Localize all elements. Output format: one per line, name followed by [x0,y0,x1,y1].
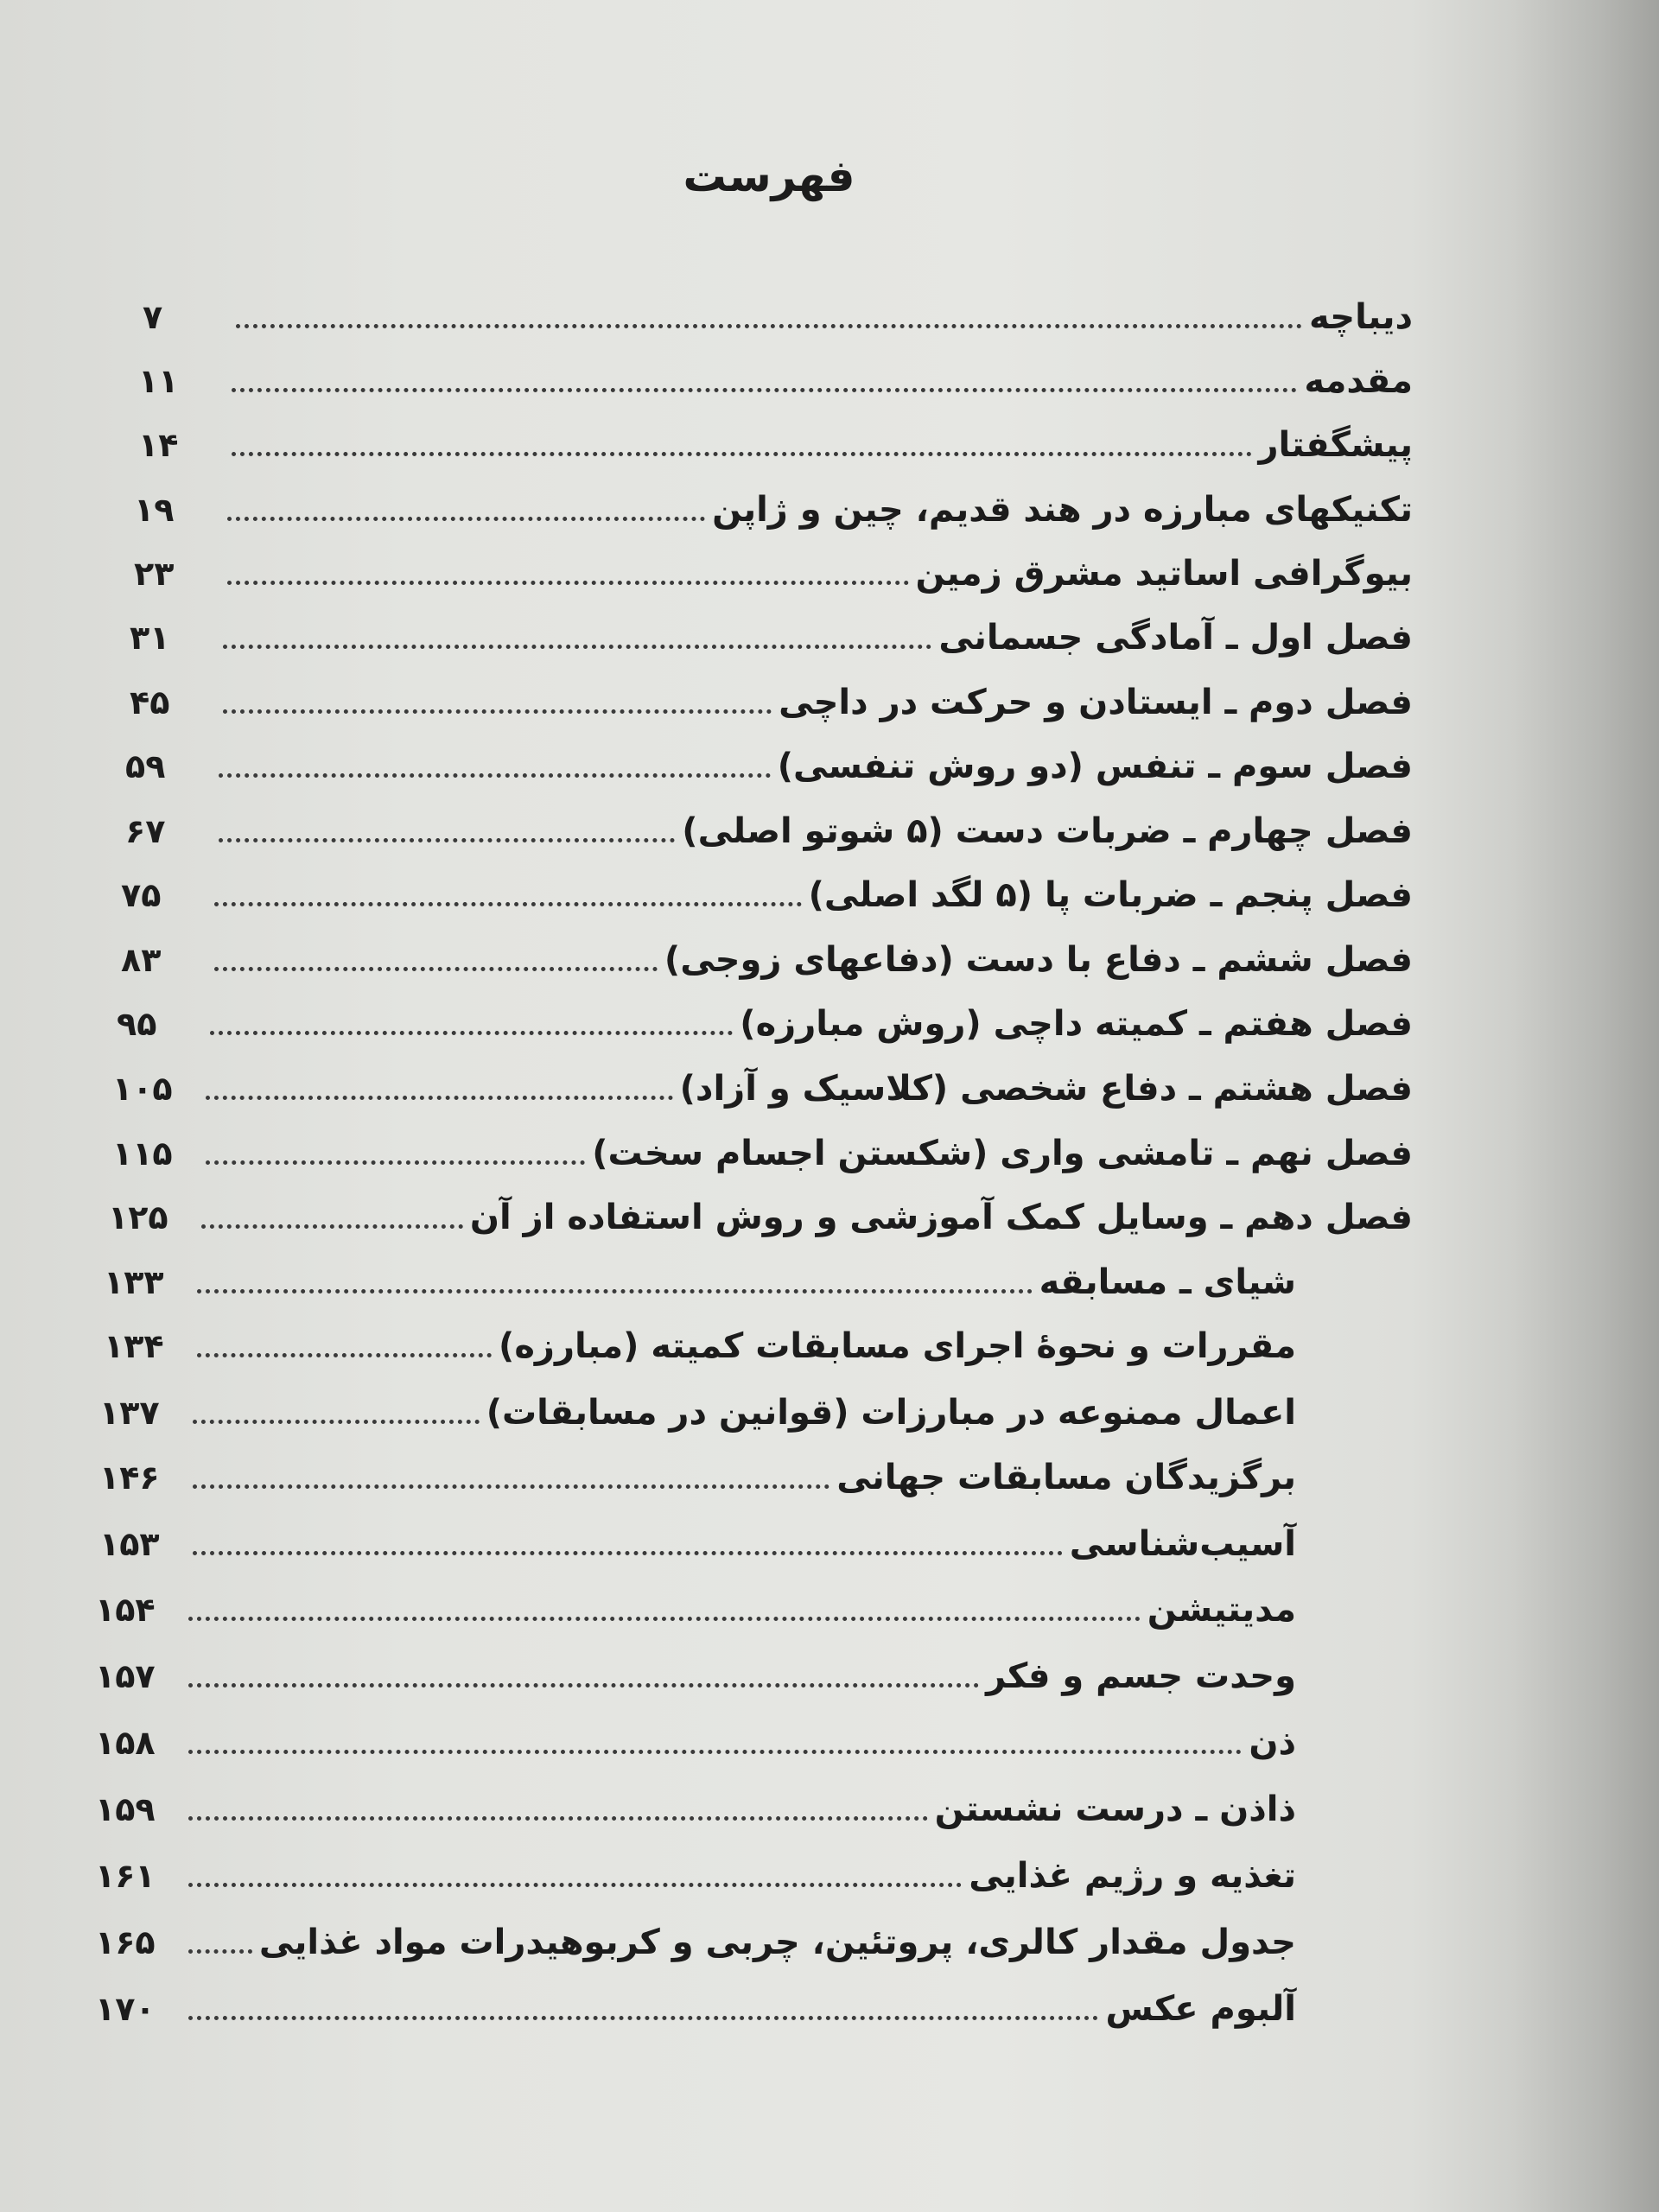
toc-entry [99,1374,1296,1436]
toc-entry-label: اعمال ممنوعه در مبارزات (قوانین در مسابقات) [486,1393,1296,1433]
toc-entry [130,664,1413,726]
toc-entry-page: ۱۳۴ [104,1327,164,1365]
toc-entry-page: ۱۳۷ [99,1394,160,1432]
toc-entry [95,1571,1296,1633]
toc-entry [112,1115,1413,1177]
toc-entry [121,856,1413,918]
toc-leader-dots [219,838,675,842]
toc-entry-label: فصل چهارم ـ ضربات دست (۵ شوتو اصلی) [682,811,1413,851]
toc-leader-dots [206,1160,585,1165]
toc-entry-page: ۱۵۳ [99,1525,160,1563]
toc-entry-page: ۶۷ [125,812,166,850]
toc-leader-dots [188,1816,928,1821]
toc-entry-page: ۱۹ [134,491,175,529]
toc-entry-page: ۳۱ [130,619,170,657]
toc-entry [138,406,1413,468]
toc-entry-label: مقدمه [1304,361,1413,401]
toc-entry-label: مدیتیشن [1147,1590,1296,1630]
toc-entry-label: پیشگفتار [1258,425,1413,465]
toc-entry-label: شیای ـ مسابقه [1039,1262,1296,1302]
toc-entry-page: ۱۳۳ [104,1263,164,1301]
toc-leader-dots [188,1617,1141,1621]
toc-entry [95,1637,1296,1700]
toc-leader-dots [193,1551,1063,1555]
toc-entry-label: وحدت جسم و فکر [986,1656,1296,1696]
toc-entry-page: ۲۳ [134,555,175,593]
toc-entry-page: ۸۳ [121,941,162,979]
toc-entry [104,1243,1296,1306]
toc-entry [138,342,1413,404]
toc-entry-page: ۱۵۹ [95,1790,156,1828]
toc-entry [134,535,1413,597]
toc-entry [95,1704,1296,1766]
toc-entry-page: ۱۴۶ [99,1459,160,1497]
toc-leader-dots [214,902,802,906]
toc-leader-dots [227,581,909,585]
toc-leader-dots [232,388,1297,392]
toc-leader-dots [193,1420,480,1424]
toc-leader-dots [188,2016,1098,2020]
toc-entry-page: ۱۴ [138,426,179,464]
toc-entry-label: برگزیدگان مسابقات جهانی [836,1458,1296,1497]
page-title: فهرست [683,151,855,201]
toc-entry [99,1439,1296,1501]
toc-entry-label: دیباچه [1309,297,1413,337]
toc-entry-label: فصل هشتم ـ دفاع شخصی (کلاسیک و آزاد) [679,1069,1413,1109]
toc-entry-page: ۱۵۷ [95,1657,156,1695]
toc-entry-label: فصل هفتم ـ کمیته داچی (روش مبارزه) [740,1004,1413,1044]
toc-entry-page: ۷۵ [121,876,162,914]
toc-entry-label: آلبوم عکس [1105,1989,1296,2029]
toc-leader-dots [188,1750,1242,1754]
toc-entry-label: فصل دوم ـ ایستادن و حرکت در داچی [779,683,1413,722]
toc-entry [117,985,1413,1047]
toc-entry-page: ۱۷۰ [95,1990,156,2028]
toc-leader-dots [227,517,705,521]
toc-entry [108,1179,1413,1241]
toc-entry-page: ۱۶۱ [95,1857,156,1895]
toc-entry-label: فصل نهم ـ تامشی واری (شکستن اجسام سخت) [592,1134,1413,1173]
toc-entry-page: ۱۰۵ [112,1070,173,1108]
toc-leader-dots [197,1353,492,1357]
toc-entry [95,1904,1296,1966]
toc-entry-label: فصل اول ـ آمادگی جسمانی [938,618,1413,658]
toc-entry-label: ذاذن ـ درست نشستن [934,1789,1296,1829]
toc-entry [99,1505,1296,1567]
toc-leader-dots [201,1224,463,1229]
toc-entry-label: فصل پنجم ـ ضربات پا (۵ لگد اصلی) [808,875,1413,915]
toc-leader-dots [214,967,658,971]
toc-entry-page: ۷ [143,298,163,336]
toc-entry-page: ۱۲۵ [108,1198,168,1236]
toc-leader-dots [236,324,1302,328]
toc-entry [125,728,1413,790]
toc-leader-dots [206,1096,673,1100]
toc-entry-page: ۱۱۵ [112,1135,173,1173]
toc-entry-page: ۴۵ [130,683,170,721]
toc-leader-dots [188,1949,252,1954]
toc-entry-label: آسیب‌شناسی [1069,1524,1296,1564]
toc-leader-dots [188,1683,979,1688]
toc-entry-label: بیوگرافی اساتید مشرق زمین [915,554,1413,594]
toc-leader-dots [193,1484,830,1489]
toc-entry-page: ۵۹ [125,747,166,785]
toc-entry-page: ۱۶۵ [95,1923,156,1961]
toc-entry-page: ۱۵۴ [95,1591,156,1629]
toc-entry-page: ۱۵۸ [95,1724,156,1762]
toc-leader-dots [219,773,771,778]
toc-entry [95,1837,1296,1899]
toc-entry-label: تکنیکهای مبارزه در هند قدیم، چین و ژاپن [712,490,1413,530]
toc-entry [125,792,1413,855]
toc-entry-label: جدول مقدار کالری، پروتئین، چربی و کربوهیدرات مواد غذایی [258,1923,1296,1962]
toc-entry [95,1770,1296,1833]
toc-entry [121,921,1413,983]
toc-entry [104,1307,1296,1370]
toc-leader-dots [223,709,772,714]
toc-entry [130,599,1413,661]
toc-entry-page: ۹۵ [117,1005,157,1043]
toc-entry [134,471,1413,533]
toc-entry-label: فصل دهم ـ وسایل کمک آموزشی و روش استفاده از آن [469,1198,1413,1237]
toc-leader-dots [197,1289,1033,1294]
toc-leader-dots [188,1883,962,1887]
toc-entry-label: تغذیه و رژیم غذایی [969,1856,1296,1896]
toc-entry-page: ۱۱ [138,362,179,400]
toc-entry [112,1050,1413,1112]
toc-entry-label: فصل سوم ـ تنفس (دو روش تنفسی) [777,747,1413,786]
toc-entry-label: فصل ششم ـ دفاع با دست (دفاعهای زوجی) [664,940,1413,980]
toc-entry [143,278,1413,340]
toc-leader-dots [223,645,931,649]
toc-entry-label: ذن [1249,1723,1296,1763]
toc-leader-dots [210,1031,733,1035]
toc-entry [95,1970,1296,2032]
toc-leader-dots [232,452,1252,456]
toc-entry-label: مقررات و نحوهٔ اجرای مسابقات کمیته (مبارزه) [499,1326,1296,1366]
